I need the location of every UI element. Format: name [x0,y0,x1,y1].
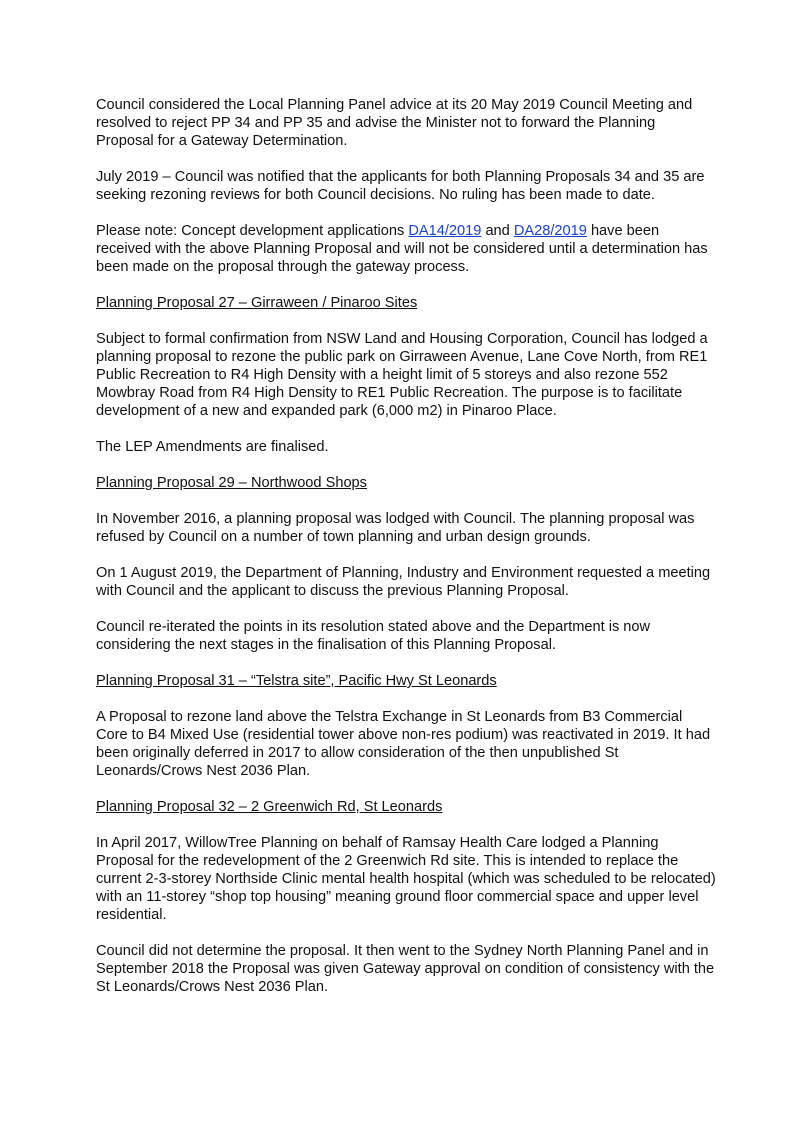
paragraph-pp29-lodged: In November 2016, a planning proposal was lodged with Council. The planning proposal was refused by Council on a number of town planning and urban design grounds. [96,511,695,545]
da-note-text-2: and [481,223,514,239]
paragraph-july-2019-rezoning-review: July 2019 – Council was notified that the applicants for both Planning Proposals 34 and 35 are seeking rezoning reviews for both Council decisions. No ruling has been made to date. [96,169,705,203]
paragraph-lpp-advice: Council considered the Local Planning Panel advice at its 20 May 2019 Council Meeting and resolved to reject PP 34 and PP 35 and advise the Minister not to forward the Planning Proposal for a Gateway Determination. [96,97,693,149]
document-page [96,96,716,1014]
paragraph-pp32-status: Council did not determine the proposal. It then went to the Sydney North Planning Panel and in September 2018 the Proposal was given Gateway approval on condition of consistency with the St Leonards/Crows Nest 2036 Plan. [96,943,715,995]
paragraph-pp29-status: Council re-iterated the points in its resolution stated above and the Department is now considering the next stages in the finalisation of this Planning Proposal. [96,619,651,653]
heading-pp27: Planning Proposal 27 – Girraween / Pinaroo Sites [96,295,418,311]
paragraph-pp32-description: In April 2017, WillowTree Planning on behalf of Ramsay Health Care lodged a Planning Proposal for the redevelopment of the 2 Greenwich Rd site. This is intended to replace the current 2-3-storey Northside Clinic mental health hospital (which was scheduled to be relocated) with an 11-storey “shop top housing” meaning ground floor commercial space and upper level residential. [96,835,716,923]
da-note-text-3: have been received with the above Planning Proposal and will not be considered until a determination has been made on the proposal through the gateway process. [96,223,708,275]
heading-pp32: Planning Proposal 32 – 2 Greenwich Rd, St Leonards [96,799,443,815]
paragraph-pp29-department-request: On 1 August 2019, the Department of Planning, Industry and Environment requested a meeting with Council and the applicant to discuss the previous Planning Proposal. [96,565,711,599]
paragraph-pp27-description: Subject to formal confirmation from NSW Land and Housing Corporation, Council has lodged a planning proposal to rezone the public park on Girraween Avenue, Lane Cove North, from RE1 Public Recreation to R4 High Density with a height limit of 5 storeys and also rezone 552 Mowbray Road from R4 High Density to RE1 Public Recreation. The purpose is to facilitate development of a new and expanded park (6,000 m2) in Pinaroo Place. [96,331,708,419]
heading-pp31: Planning Proposal 31 – “Telstra site”, Pacific Hwy St Leonards [96,673,497,689]
da28-2019-link[interactable]: DA28/2019 [513,223,587,239]
paragraph-pp27-status: The LEP Amendments are finalised. [96,439,329,455]
da14-2019-link[interactable]: DA14/2019 [408,223,482,239]
paragraph-pp31-description: A Proposal to rezone land above the Telstra Exchange in St Leonards from B3 Commercial Core to B4 Mixed Use (residential tower above non-res podium) was reactivated in 2019. It had been originally deferred in 2017 to allow consideration of the then unpublished St Leonards/Crows Nest 2036 Plan. [96,709,711,779]
da-note-text-1: Please note: Concept development applications [96,223,409,239]
paragraph-concept-da-note [96,222,716,276]
heading-pp29: Planning Proposal 29 – Northwood Shops [96,475,367,491]
